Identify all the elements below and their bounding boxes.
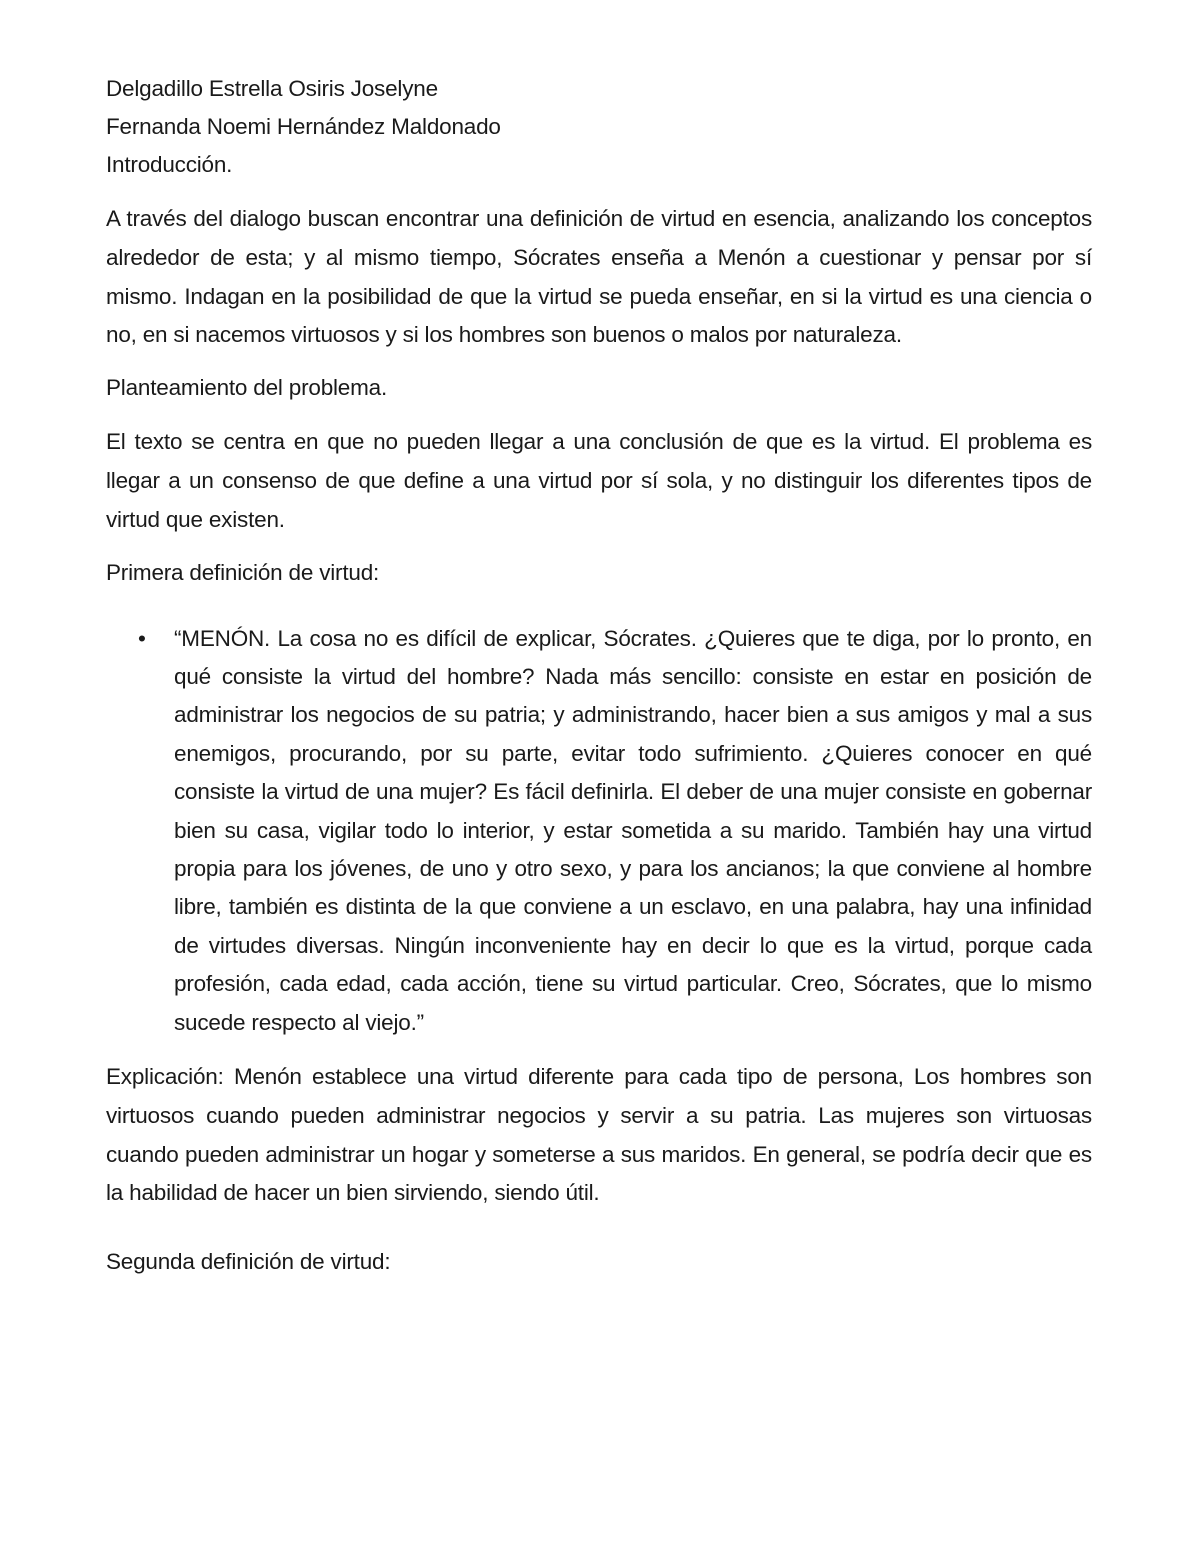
first-definition-heading: Primera definición de virtud: — [106, 559, 380, 585]
second-definition-heading: Segunda definición de virtud: — [106, 1249, 391, 1275]
problem-paragraph: El texto se centra en que no pueden llegar a una conclusión de que es la virtud. El problema es llegar a un consenso de que define a una virtud por sí sola, y no distinguir los diferentes tipos de virtud que existen. — [106, 429, 1092, 532]
author-name-1: Delgadillo Estrella Osiris Joselyne — [106, 76, 438, 101]
problem-heading: Planteamiento del problema. — [106, 375, 388, 401]
author-name-2: Fernanda Noemi Hernández Maldonado — [106, 114, 501, 139]
quote-list-item — [106, 620, 1092, 1042]
bullet-icon: • — [138, 625, 146, 651]
introduction-paragraph: A través del dialogo buscan encontrar una definición de virtud en esencia, analizando los conceptos alrededor de esta; y al mismo tiempo, Sócrates enseña a Menón a cuestionar y pensar por sí mismo. Indagan en la posibilidad de que la virtud se pueda enseñar, en si la virtud es una ciencia o no, en si nacemos virtuosos y si los hombres son buenos o malos por naturaleza. — [106, 206, 1092, 348]
document-page — [106, 70, 1092, 1281]
explanation-paragraph: Explicación: Menón establece una virtud diferente para cada tipo de persona, Los hombres son virtuosos cuando pueden administrar negocios y servir a su patria. Las mujeres son virtuosas cuando pueden administrar un hogar y someterse a sus maridos. En general, se podría decir que es la habilidad de hacer un bien sirviendo, siendo útil. — [106, 1064, 1092, 1206]
menon-quote: “MENÓN. La cosa no es difícil de explicar, Sócrates. ¿Quieres que te diga, por lo pronto, en qué consiste la virtud del hombre? Nada más sencillo: consiste en estar en posición de administrar los negocios de su patria; y administrando, hacer bien a sus amigos y mal a sus enemigos, procurando, por su parte, evitar todo sufrimiento. ¿Quieres conocer en qué consiste la virtud de una mujer? Es fácil definirla. El deber de una mujer consiste en gobernar bien su casa, vigilar todo lo interior, y estar sometida a su marido. También hay una virtud propia para los jóvenes, de uno y otro sexo, y para los ancianos; la que conviene al hombre libre, también es distinta de la que conviene a un esclavo, en una palabra, hay una infinidad de virtudes diversas. Ningún inconveniente hay en decir lo que es la virtud, porque cada profesión, cada edad, cada acción, tiene su virtud particular. Creo, Sócrates, que lo mismo sucede respecto al viejo.” — [174, 625, 1092, 1035]
introduction-heading: Introducción. — [106, 152, 233, 177]
